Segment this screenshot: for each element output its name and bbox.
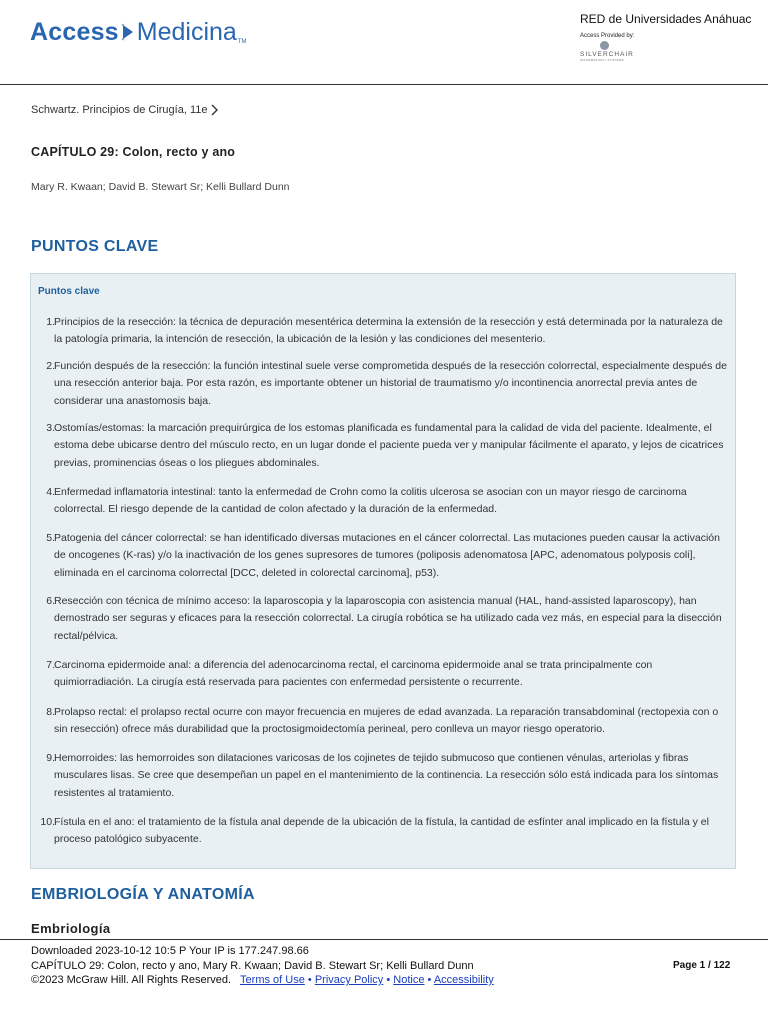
footer-separator: • [427, 974, 432, 986]
section-heading-embriologia-anatomia: EMBRIOLOGÍA Y ANATOMÍA [31, 886, 255, 903]
key-point-line: Hemorroides: las hemorroides son dilataciones varicosas de los cojinetes de tejido submucoso que contienen vénulas, arteriolas y fibras [54, 752, 689, 764]
silverchair-wordmark: SILVERCHAIR [580, 51, 634, 58]
key-point-text [54, 750, 731, 802]
key-point-number: 10. [40, 816, 55, 828]
footer-copyright: ©2023 McGraw Hill. All Rights Reserved. [31, 974, 232, 986]
key-point-number: 2. [46, 360, 55, 372]
key-point-line: resistentes al tratamiento. [54, 786, 175, 799]
notice-link[interactable]: Notice [393, 974, 425, 986]
key-point-text [54, 484, 731, 519]
footer-separator: • [386, 974, 391, 986]
key-point-text [54, 358, 731, 410]
key-point-line: colorrectal. El riesgo depende de la cantidad de colon afectado y la duración de la enfermedad. [54, 503, 498, 516]
logo-trademark: TM [237, 39, 247, 45]
logo-arrow-icon [120, 21, 136, 43]
key-point-line: Enfermedad inflamatoria intestinal: tanto la enfermedad de Crohn como la colitis ulcerosa se asocian con un mayor riesgo de carcinoma [54, 486, 687, 498]
chevron-right-icon [210, 104, 218, 116]
key-point-text [54, 704, 731, 739]
key-point-number: 1. [46, 316, 55, 328]
key-point-line: Principios de la resección: la técnica de depuración mesentérica determina la extensión de la resección y está determinada por la naturaleza de [54, 316, 723, 328]
access-provided-label: Access Provided by: [580, 33, 635, 39]
key-point-text [54, 657, 731, 692]
key-point-line: proceso patológico subyacente. [54, 833, 202, 846]
chapter-title: CAPÍTULO 29: Colon, recto y ano [31, 145, 236, 159]
key-point-number: 7. [46, 659, 55, 671]
key-point-text [54, 314, 731, 349]
footer-citation: CAPÍTULO 29: Colon, recto y ano, Mary R. Kwaan; David B. Stewart Sr; Kelli Bullard Dunn [31, 960, 474, 972]
silverchair-tagline: INFORMATION / SYSTEMS [580, 58, 624, 62]
key-point-text [54, 593, 731, 645]
terms-of-use-link[interactable]: Terms of Use [240, 974, 305, 986]
key-point-line: de oncogenes (K-ras) y/o la inactivación de los genes supresores de tumores (poliposis adenomatosa [APC, adenomatous polyposis coli], [54, 549, 696, 562]
key-points-title: Puntos clave [38, 286, 100, 297]
key-point-line: Fístula en el ano: el tratamiento de la fístula anal depende de la ubicación de la fístula, la cantidad de esfínter anal implicado en la fístula y el [54, 816, 709, 828]
key-point-number: 8. [46, 706, 55, 718]
key-point-text [54, 530, 731, 582]
key-point-number: 3. [46, 422, 55, 434]
key-point-line: una resección anterior baja. Por esta razón, es importante obtener un historial de traumatismo y/o incontinencia anorrectal previa antes de [54, 377, 698, 390]
key-point-line: quimiorradiación. La cirugía está reservada para pacientes con enfermedad persistente o recurrente. [54, 676, 523, 689]
logo-medicina-text: Medicina [136, 17, 237, 46]
key-point-line: la patología primaria, la intención de resección, la ubicación de la lesión y las condiciones del mesenterio. [54, 333, 546, 346]
key-point-line: considerar una anastomosis baja. [54, 394, 212, 407]
breadcrumb-book[interactable]: Schwartz. Principios de Cirugía, 11e [31, 104, 208, 116]
key-point-number: 4. [46, 486, 55, 498]
section-heading-puntos-clave: PUNTOS CLAVE [31, 238, 159, 255]
key-point-line: previas, prominencias óseas o los pliegues abdominales. [54, 456, 320, 469]
key-point-line: musculares lisas. Se cree que desempeñan un papel en el mantenimiento de la continencia. La resección sólo está indicada para los síntomas [54, 769, 719, 782]
silverchair-emblem-icon [600, 41, 609, 50]
key-point-text [54, 814, 731, 849]
breadcrumb[interactable] [31, 104, 218, 116]
key-point-line: Ostomías/estomas: la marcación prequirúrgica de los estomas planificada es fundamental para la calidad de vida del paciente. Idealmente, el [54, 422, 712, 434]
accessmedicina-logo[interactable] [30, 14, 247, 50]
key-point-line: Patogenia del cáncer colorrectal: se han identificado diversas mutaciones en el cáncer colorrectal. Las mutaciones pueden causar la activación [54, 532, 720, 544]
key-point-line: sin resección) ofrece más durabilidad que la proctosigmoidectomía perineal, pero conlleva un mayor riesgo operatorio. [54, 723, 605, 736]
header-divider [0, 84, 768, 85]
key-points-box [30, 273, 736, 869]
key-point-line: Función después de la resección: la función intestinal suele verse comprometida después de la resección colorrectal, especialmente después de [54, 360, 727, 372]
footer-divider [0, 939, 768, 940]
footer-legal [31, 974, 494, 986]
key-point-line: Resección con técnica de mínimo acceso: la laparoscopia y la laparoscopia con asistencia manual (HAL, hand-assisted laparoscopy), han [54, 595, 697, 607]
key-point-text [54, 420, 731, 472]
key-point-number: 6. [46, 595, 55, 607]
key-point-line: rectal/pélvica. [54, 629, 119, 642]
key-point-line: eliminada en el carcinoma colorrectal [DCC, deleted in colorectal carcinoma], p53). [54, 566, 440, 579]
key-point-line: estoma debe ubicarse dentro del músculo recto, en un lugar donde el paciente pueda ver y manipular fácilmente el aparato, y lejos de cicatrices [54, 439, 724, 452]
subsection-heading-embriologia: Embriología [31, 921, 111, 936]
footer-separator: • [307, 974, 312, 986]
key-point-line: Prolapso rectal: el prolapso rectal ocurre con mayor frecuencia en mujeres de edad avanzada. La reparación transabdominal (rectopexia con o [54, 706, 719, 718]
silverchair-logo [580, 41, 632, 62]
page-number: Page 1 / 122 [673, 960, 731, 971]
chapter-authors: Mary R. Kwaan; David B. Stewart Sr; Kelli Bullard Dunn [31, 181, 290, 193]
key-point-line: Carcinoma epidermoide anal: a diferencia del adenocarcinoma rectal, el carcinoma epidermoide anal se trata principalmente con [54, 659, 653, 671]
institution-name: RED de Universidades Anáhuac [580, 12, 752, 26]
key-point-number: 9. [46, 752, 55, 764]
logo-access-text: Access [30, 17, 119, 46]
key-point-line: demostrado ser seguras y eficaces para la resección colorrectal. La cirugía robótica se ha utilizado cada vez más, en especial para la disección [54, 612, 722, 625]
footer-download-info: Downloaded 2023-10-12 10:5 P Your IP is 177.247.98.66 [31, 945, 309, 957]
accessibility-link[interactable]: Accessibility [433, 974, 494, 986]
key-point-number: 5. [46, 532, 55, 544]
privacy-policy-link[interactable]: Privacy Policy [314, 974, 384, 986]
